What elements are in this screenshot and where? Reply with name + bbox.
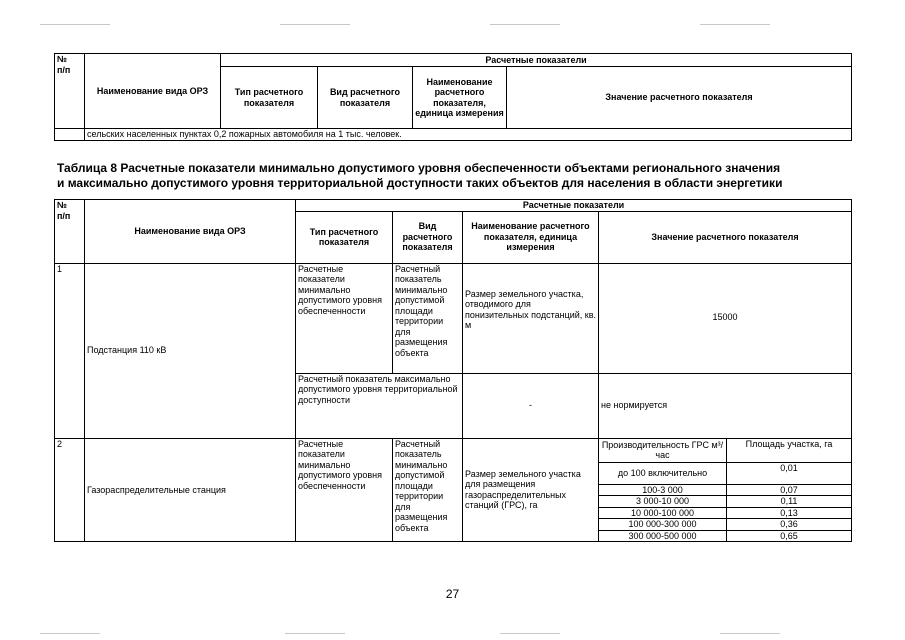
header-number: № п/п xyxy=(55,200,85,264)
perf-cell: 100 000-300 000 xyxy=(599,519,727,531)
header-number: № п/п xyxy=(55,54,85,129)
area-cell: 0,01 xyxy=(727,462,852,484)
table-8-energy xyxy=(54,199,852,542)
area-cell: 0,07 xyxy=(727,484,852,496)
header-indicator-kind: Вид расчетного показателя xyxy=(318,67,413,129)
row-2-type: Расчетные показатели минимально допустимого уровня обеспеченности xyxy=(296,438,393,542)
row-1-type: Расчетные показатели минимально допустимого уровня обеспеченности xyxy=(296,263,393,373)
page-number: 27 xyxy=(445,587,460,601)
row-1-value: 15000 xyxy=(599,263,852,373)
area-cell: 0,11 xyxy=(727,496,852,508)
header-orz-name: Наименование вида ОРЗ xyxy=(85,54,221,129)
row-fire-norm: сельских населенных пунктах 0,2 пожарных автомобиля на 1 тыс. человек. xyxy=(85,129,852,141)
header-orz-name: Наименование вида ОРЗ xyxy=(85,200,296,264)
perf-cell: 300 000-500 000 xyxy=(599,530,727,542)
perf-cell: 3 000-10 000 xyxy=(599,496,727,508)
row-1-access-unit: - xyxy=(463,373,599,438)
area-cell: 0,65 xyxy=(727,530,852,542)
header-indicator-unit: Наименование расчетного показателя, единица измерения xyxy=(463,211,599,263)
row-1-access-value: не нормируется xyxy=(599,373,852,438)
table-8-heading xyxy=(57,161,857,191)
header-indicators: Расчетные показатели xyxy=(296,200,852,212)
header-indicator-kind: Вид расчетного показателя xyxy=(393,211,463,263)
perf-cell: до 100 включительно xyxy=(599,462,727,484)
row-1-kind: Расчетный показатель минимально допустимой площади территории для размещения объекта xyxy=(393,263,463,373)
row-2-kind: Расчетный показатель минимально допустимой площади территории для размещения объекта xyxy=(393,438,463,542)
header-indicator-value: Значение расчетного показателя xyxy=(599,211,852,263)
table-fire-continuation xyxy=(54,53,852,141)
col-performance-header xyxy=(599,438,727,462)
col-area-header: Площадь участка, га xyxy=(727,438,852,462)
row-2-orz-name: Газораспределительные станция xyxy=(85,438,296,542)
row-1-orz-name: Подстанция 110 кВ xyxy=(85,263,296,438)
perf-cell: 10 000-100 000 xyxy=(599,507,727,519)
row-2-number: 2 xyxy=(55,438,85,542)
row-1-number: 1 xyxy=(55,263,85,438)
cell-empty xyxy=(55,129,85,141)
header-indicator-type: Тип расчетного показателя xyxy=(221,67,318,129)
area-cell: 0,13 xyxy=(727,507,852,519)
heading-line-1: Таблица 8 Расчетные показатели минимально допустимого уровня обеспеченности объектами регионального значения xyxy=(57,161,781,175)
perf-cell: 100-3 000 xyxy=(599,484,727,496)
row-1-access-type: Расчетный показатель максимально допустимого уровня территориальной доступности xyxy=(296,373,463,438)
col-performance-label: Производительность ГРС м³/час xyxy=(601,439,724,460)
heading-line-2: и максимально допустимого уровня территориальной доступности таких объектов для населения в области энергетики xyxy=(57,176,783,190)
area-cell: 0,36 xyxy=(727,519,852,531)
header-indicator-type: Тип расчетного показателя xyxy=(296,211,393,263)
header-indicator-unit: Наименование расчетного показателя, единица измерения xyxy=(413,67,507,129)
header-indicators: Расчетные показатели xyxy=(221,54,852,67)
row-1-unit: Размер земельного участка, отводимого для понизительных подстанций, кв. м xyxy=(463,263,599,373)
header-indicator-value: Значение расчетного показателя xyxy=(507,67,852,129)
row-2-unit: Размер земельного участка для размещения газораспределительных станций (ГРС), га xyxy=(463,438,599,542)
